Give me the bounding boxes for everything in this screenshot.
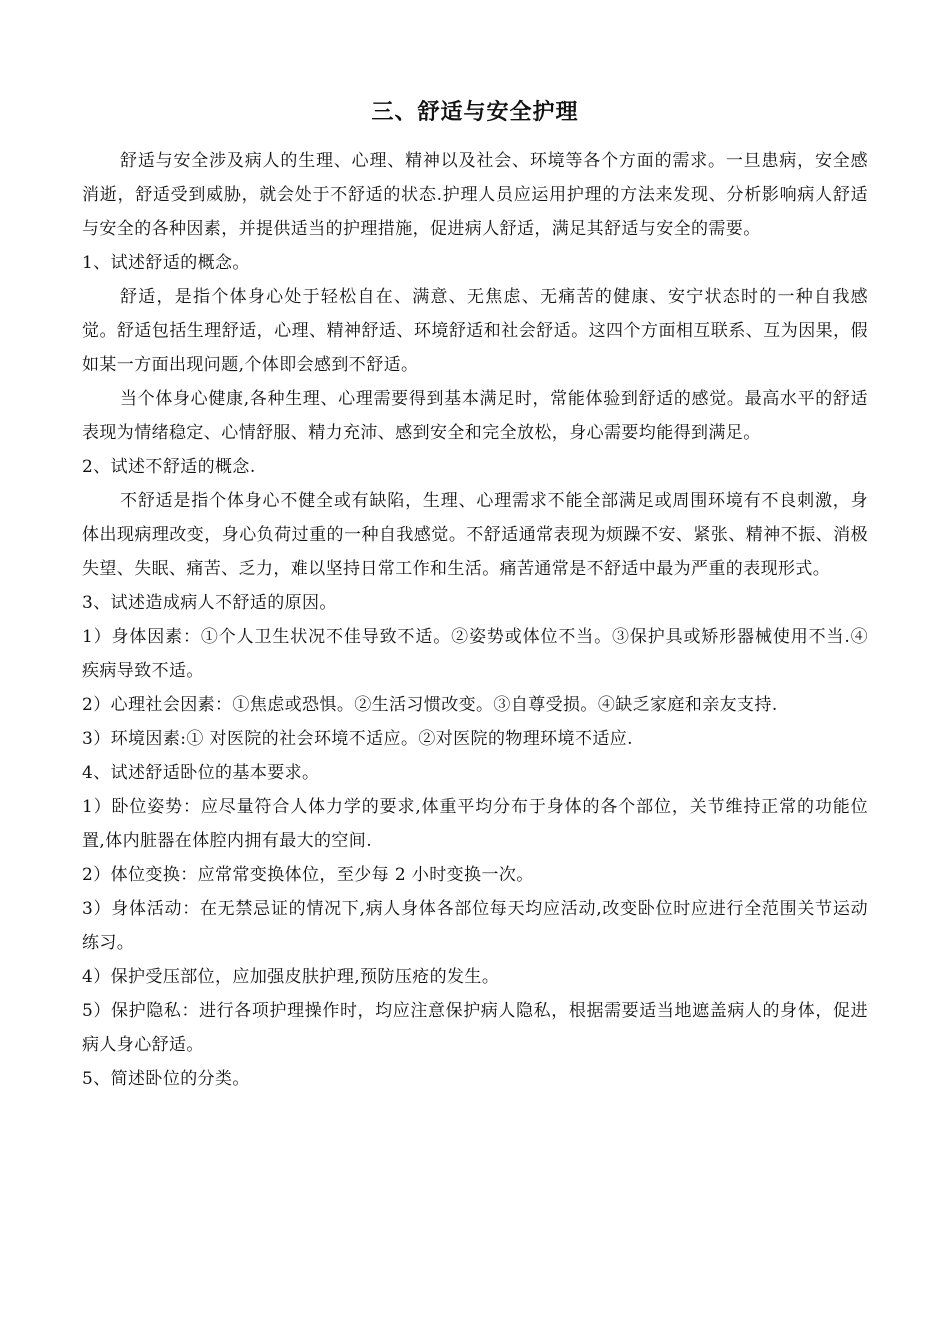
question-heading: 3、试述造成病人不舒适的原因。 <box>82 593 337 613</box>
question-heading: 4、试述舒适卧位的基本要求。 <box>82 763 320 783</box>
list-item: 1）身体因素：①个人卫生状况不佳导致不适。②姿势或体位不当。③保护具或矫形器械使用不当.④ 疾病导致不适。 <box>82 627 868 681</box>
answer-paragraph: 不舒适是指个体身心不健全或有缺陷，生理、心理需求不能全部满足或周围环境有不良刺激，身体出现病理改变，身心负荷过重的一种自我感觉。不舒适通常表现为烦躁不安、紧张、精神不振、消极失望、失眠、痛苦、乏力，难以坚持日常工作和生活。痛苦通常是不舒适中最为严重的表现形式。 <box>82 491 868 579</box>
answer-paragraph: 舒适，是指个体身心处于轻松自在、满意、无焦虑、无痛苦的健康、安宁状态时的一种自我感觉。舒适包括生理舒适，心理、精神舒适、环境舒适和社会舒适。这四个方面相互联系、互为因果，假如某一方面出现问题,个体即会感到不舒适。 <box>82 287 868 375</box>
question-heading: 1、试述舒适的概念。 <box>82 253 250 273</box>
answer-paragraph: 当个体身心健康,各种生理、心理需要得到基本满足时，常能体验到舒适的感觉。最高水平的舒适表现为情绪稳定、心情舒服、精力充沛、感到安全和完全放松，身心需要均能得到满足。 <box>82 389 868 443</box>
list-item: 5）保护隐私：进行各项护理操作时，均应注意保护病人隐私，根据需要适当地遮盖病人的身体，促进病人身心舒适。 <box>82 1001 868 1055</box>
list-item: 4）保护受压部位，应加强皮肤护理,预防压疮的发生。 <box>82 967 500 987</box>
list-item: 3）身体活动：在无禁忌证的情况下,病人身体各部位每天均应活动,改变卧位时应进行全范围关节运动练习。 <box>82 899 868 953</box>
list-item: 1）卧位姿势：应尽量符合人体力学的要求,体重平均分布于身体的各个部位，关节维持正常的功能位置,体内脏器在体腔内拥有最大的空间. <box>82 797 868 851</box>
intro-paragraph: 舒适与安全涉及病人的生理、心理、精神以及社会、环境等各个方面的需求。一旦患病，安全感消逝，舒适受到威胁，就会处于不舒适的状态.护理人员应运用护理的方法来发现、分析影响病人舒适与安全的各种因素，并提供适当的护理措施，促进病人舒适，满足其舒适与安全的需要。 <box>82 151 868 239</box>
question-heading: 2、试述不舒适的概念. <box>82 457 256 477</box>
document-body <box>82 144 868 1096</box>
list-item: 3）环境因素:① 对医院的社会环境不适应。②对医院的物理环境不适应. <box>82 729 633 749</box>
list-item: 2）体位变换：应常常变换体位，至少每 2 小时变换一次。 <box>82 865 534 885</box>
list-item: 2）心理社会因素：①焦虑或恐惧。②生活习惯改变。③自尊受损。④缺乏家庭和亲友支持. <box>82 695 778 715</box>
page-title: 三、舒适与安全护理 <box>371 99 579 125</box>
question-heading: 5、简述卧位的分类。 <box>82 1069 250 1089</box>
